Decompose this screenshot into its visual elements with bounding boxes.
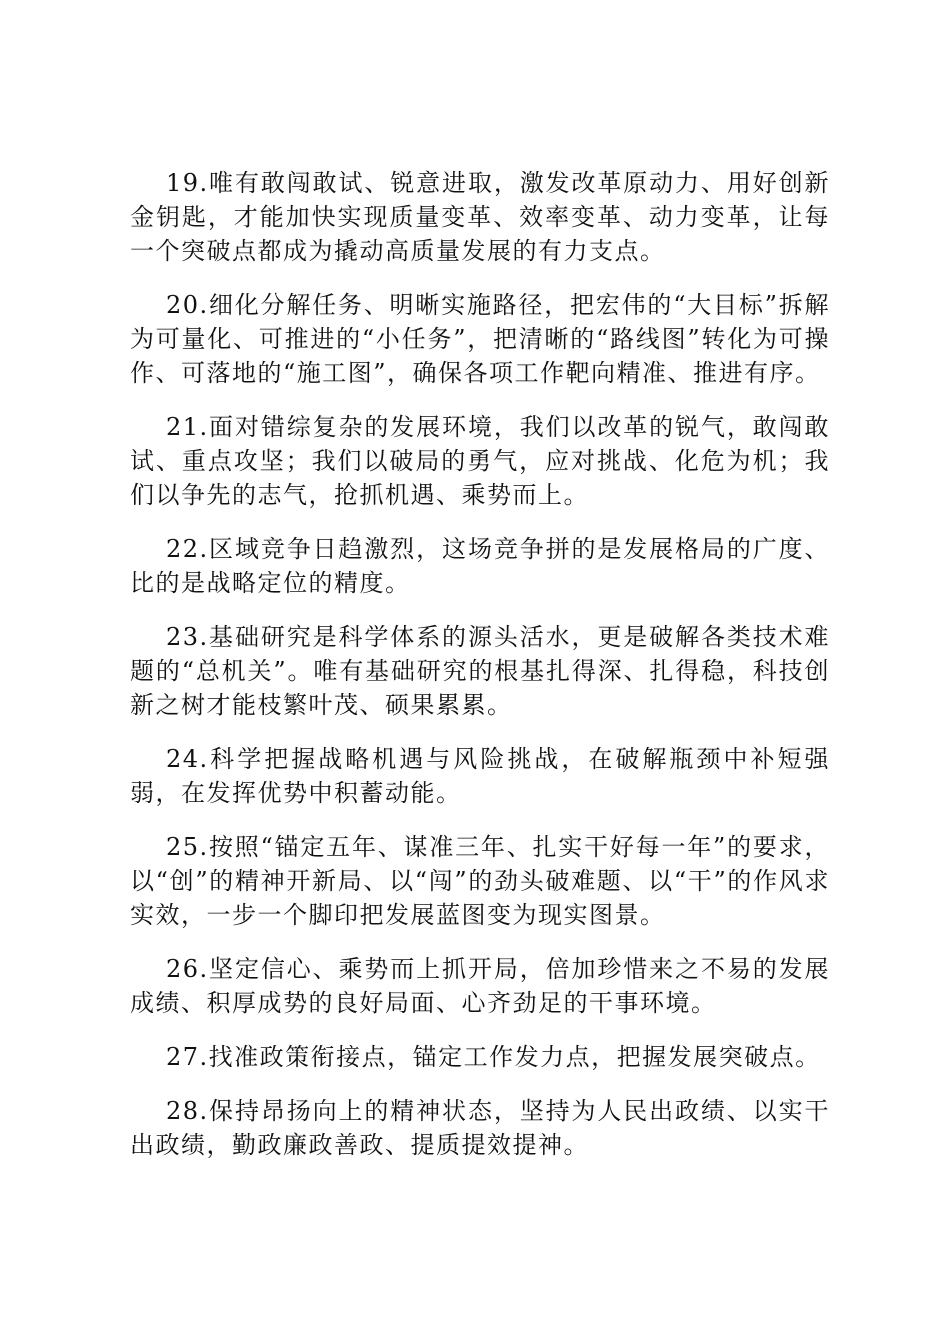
paragraph-27: 27.找准政策衔接点，锚定工作发力点，把握发展突破点。: [166, 1043, 821, 1071]
paragraph-25: 25.按照“锚定五年、谋准三年、扎实干好每一年”的要求，以“创”的精神开新局、以“闯”的劲头破难题、以“干”的作风求实效，一步一个脚印把发展蓝图变为现实图景。: [130, 833, 830, 929]
paragraph-20: 20.细化分解任务、明晰实施路径，把宏伟的“大目标”拆解为可量化、可推进的“小任务”，把清晰的“路线图”转化为可操作、可落地的“施工图”，确保各项工作靶向精准、推进有序。: [130, 291, 830, 387]
paragraph-26: 26.坚定信心、乘势而上抓开局，倍加珍惜来之不易的发展成绩、积厚成势的良好局面、心齐劲足的干事环境。: [130, 955, 830, 1017]
paragraph-21: 21.面对错综复杂的发展环境，我们以改革的锐气，敢闯敢试、重点攻坚；我们以破局的勇气，应对挑战、化危为机；我们以争先的志气，抢抓机遇、乘势而上。: [130, 413, 830, 509]
paragraph-23: 23.基础研究是科学体系的源头活水，更是破解各类技术难题的“总机关”。唯有基础研究的根基扎得深、扎得稳，科技创新之树才能枝繁叶茂、硕果累累。: [130, 623, 830, 719]
paragraph-22: 22.区域竞争日趋激烈，这场竞争拼的是发展格局的广度、比的是战略定位的精度。: [130, 535, 830, 597]
paragraph-19: 19.唯有敢闯敢试、锐意进取，激发改革原动力、用好创新金钥匙，才能加快实现质量变革、效率变革、动力变革，让每一个突破点都成为撬动高质量发展的有力支点。: [130, 169, 830, 265]
paragraph-28: 28.保持昂扬向上的精神状态，坚持为人民出政绩、以实干出政绩，勤政廉政善政、提质提效提神。: [130, 1097, 830, 1159]
paragraph-24: 24.科学把握战略机遇与风险挑战，在破解瓶颈中补短强弱，在发挥优势中积蓄动能。: [130, 745, 830, 807]
document-body: [130, 166, 830, 1182]
